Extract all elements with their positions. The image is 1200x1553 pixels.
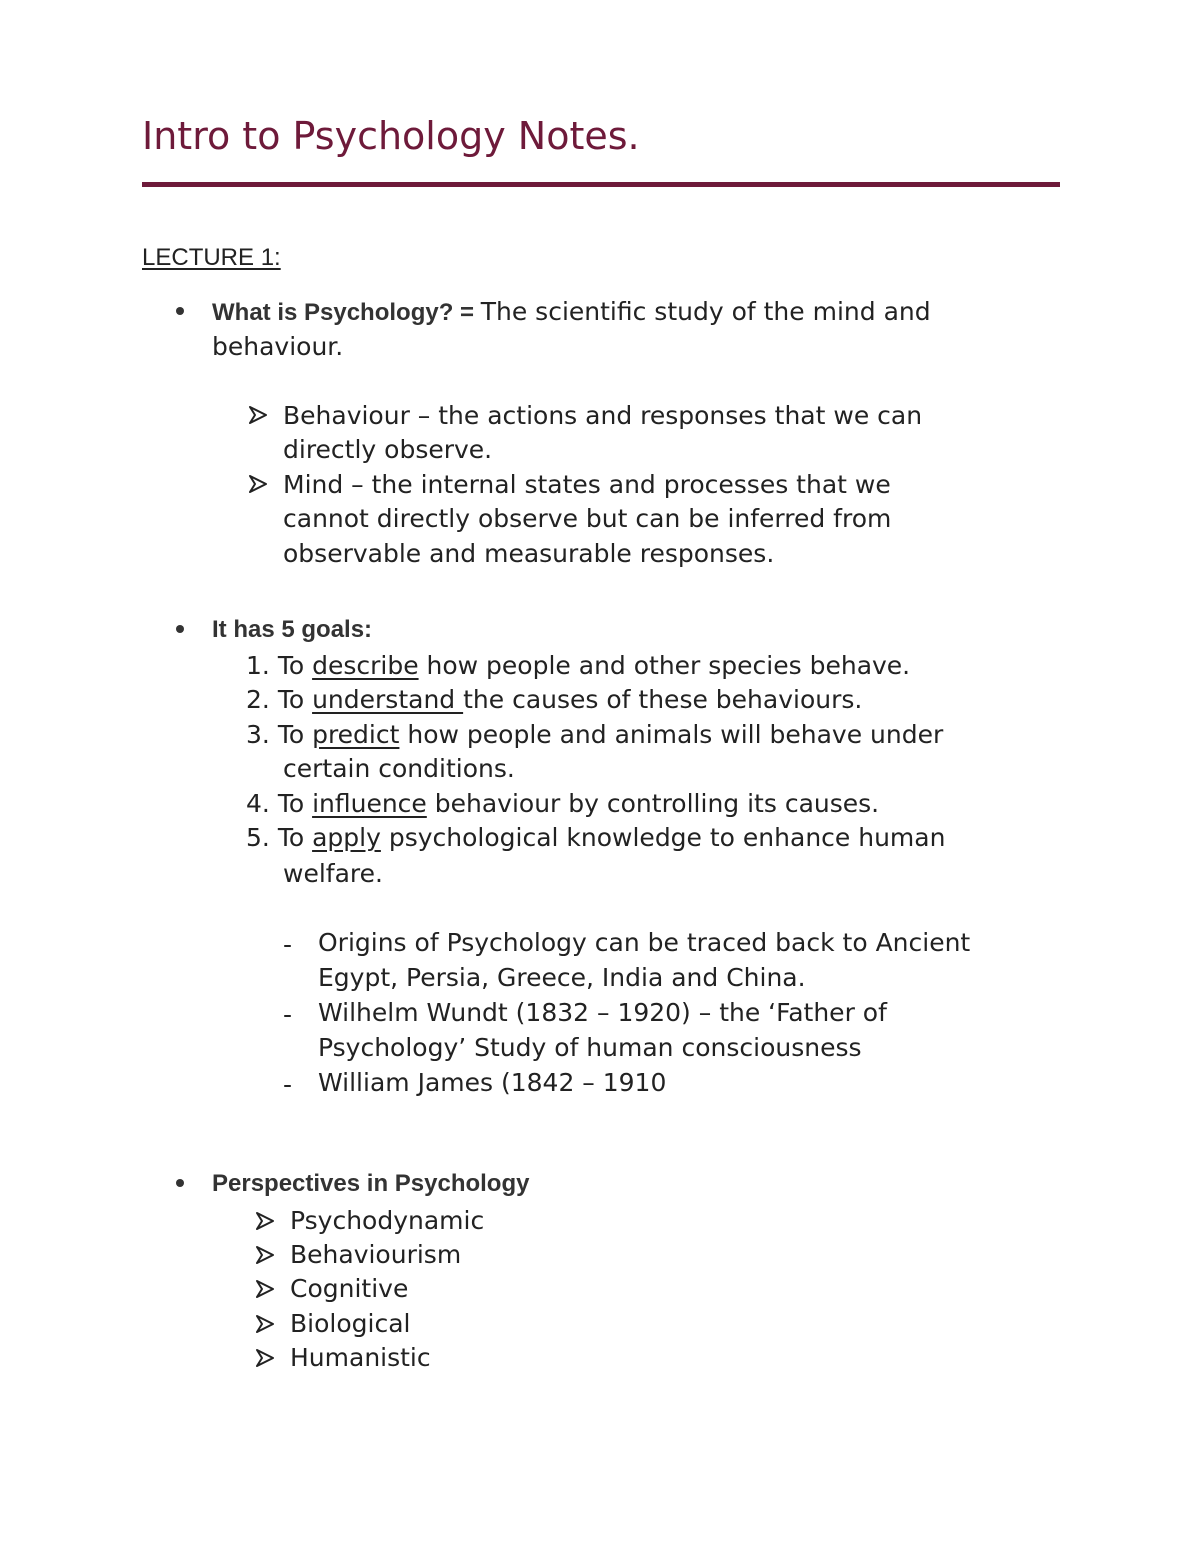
goal-item: [246, 786, 879, 822]
perspective-item: Psychodynamic: [290, 1206, 485, 1235]
goal-number: 2.: [246, 685, 270, 714]
perspective-item: Cognitive: [290, 1274, 409, 1303]
history-item: Origins of Psychology can be traced back to Ancient: [318, 928, 971, 957]
title-underline-rule: [142, 182, 1060, 187]
psych-definition: The scientific study of the mind and: [480, 297, 931, 326]
perspective-item: Humanistic: [290, 1343, 431, 1372]
goal-post: the causes of these behaviours.: [463, 685, 863, 714]
goal-pre: To: [277, 789, 313, 818]
goals-label: It has 5 goals:: [212, 616, 373, 643]
document-title: Intro to Psychology Notes.: [142, 114, 640, 158]
bullet-dot-icon: [176, 1179, 184, 1187]
goal-text: [278, 789, 879, 818]
goal-post: how people and other species behave.: [418, 651, 911, 680]
goal-item: [246, 717, 943, 753]
history-item: William James (1842 – 1910: [318, 1068, 667, 1097]
mind-definition-cont: cannot directly observe but can be inferred from: [283, 504, 892, 533]
goal-item: [246, 682, 862, 718]
goal-post: how people and animals will behave under: [399, 720, 944, 749]
goal-item: [246, 820, 945, 856]
psych-label: What is Psychology?: [212, 299, 454, 326]
arrow-bullet-icon: [255, 1211, 275, 1231]
goal-keyword: describe: [312, 651, 419, 680]
goal-pre: To: [277, 651, 313, 680]
psych-definition-line: [212, 294, 931, 331]
goal-keyword: predict: [312, 720, 400, 749]
goal-number: 4.: [246, 789, 270, 818]
history-item-cont: Egypt, Persia, Greece, India and China.: [318, 963, 806, 992]
goal-item-cont: certain conditions.: [283, 754, 515, 783]
perspective-item: Biological: [290, 1309, 411, 1338]
goal-post: behaviour by controlling its causes.: [426, 789, 880, 818]
goal-item-cont: welfare.: [283, 859, 383, 888]
bullet-dot-icon: [176, 625, 184, 633]
psych-definition-cont: behaviour.: [212, 332, 344, 361]
goal-text: [278, 720, 943, 749]
arrow-bullet-icon: [248, 405, 268, 425]
perspective-item: Behaviourism: [290, 1240, 462, 1269]
goal-pre: To: [277, 720, 313, 749]
mind-definition: Mind – the internal states and processes that we: [283, 470, 891, 499]
goal-pre: To: [277, 685, 313, 714]
lecture-heading: LECTURE 1:: [142, 244, 281, 271]
mind-definition-cont: observable and measurable responses.: [283, 539, 775, 568]
arrow-bullet-icon: [255, 1279, 275, 1299]
goal-keyword: understand: [312, 685, 464, 714]
psych-equals: =: [453, 299, 481, 326]
dash-bullet: -: [283, 1000, 293, 1029]
goal-number: 1.: [246, 651, 270, 680]
behaviour-definition: Behaviour – the actions and responses that we can: [283, 401, 923, 430]
goal-keyword: apply: [312, 823, 381, 852]
goal-pre: To: [277, 823, 313, 852]
goal-post: psychological knowledge to enhance human: [380, 823, 946, 852]
goal-item: [246, 648, 910, 684]
arrow-bullet-icon: [255, 1348, 275, 1368]
goal-number: 5.: [246, 823, 270, 852]
behaviour-definition-cont: directly observe.: [283, 435, 493, 464]
history-item: Wilhelm Wundt (1832 – 1920) – the ‘Father of: [318, 998, 887, 1027]
history-item-cont: Psychology’ Study of human consciousness: [318, 1033, 862, 1062]
goal-number: 3.: [246, 720, 270, 749]
dash-bullet: -: [283, 1070, 293, 1099]
goal-text: [278, 651, 910, 680]
arrow-bullet-icon: [255, 1314, 275, 1334]
arrow-bullet-icon: [255, 1245, 275, 1265]
arrow-bullet-icon: [248, 474, 268, 494]
goal-keyword: influence: [312, 789, 427, 818]
goal-text: [278, 685, 863, 714]
perspectives-label: Perspectives in Psychology: [212, 1170, 530, 1197]
dash-bullet: -: [283, 930, 293, 959]
goal-text: [278, 823, 946, 852]
bullet-dot-icon: [176, 307, 184, 315]
